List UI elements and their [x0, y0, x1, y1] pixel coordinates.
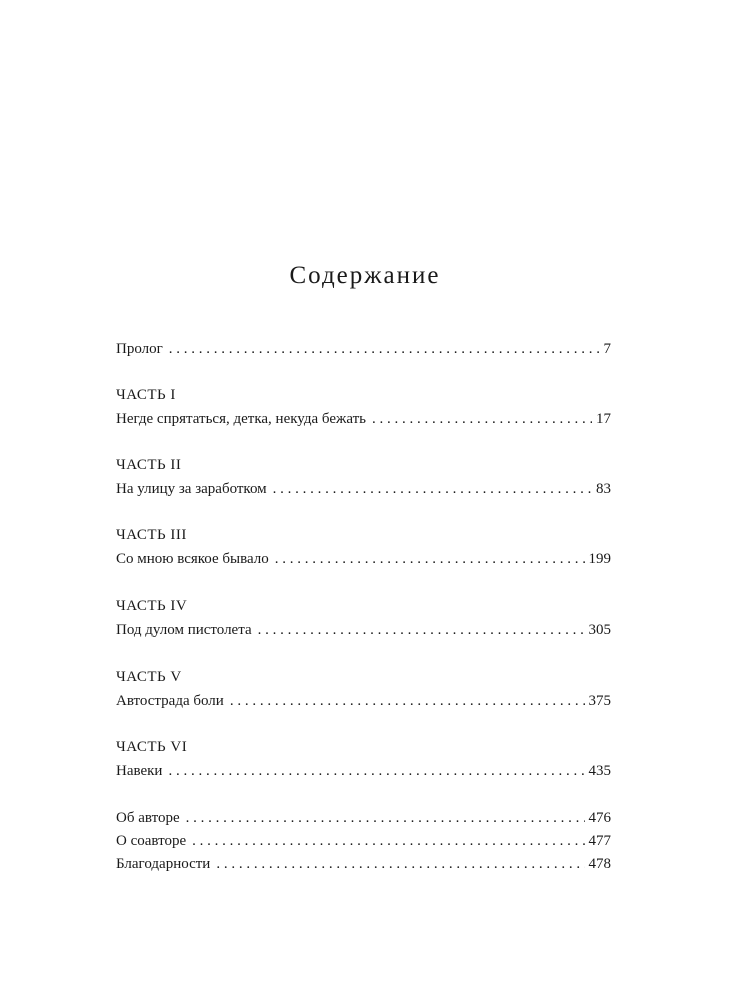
- entry-page: 17: [596, 411, 611, 427]
- toc-entry-part-4[interactable]: [116, 618, 611, 642]
- entry-label: Негде спрятаться, детка, некуда бежать: [116, 411, 367, 427]
- entry-label: Навеки: [116, 763, 163, 779]
- entry-label: Со мною всякое бывало: [116, 551, 269, 567]
- entry-label: На улицу за заработком: [116, 481, 267, 497]
- toc-entry-about-author[interactable]: [116, 806, 611, 830]
- entry-label: Под дулом пистолета: [116, 622, 252, 638]
- dot-leader: [258, 618, 585, 642]
- entry-page: 199: [588, 551, 611, 567]
- entry-page: 375: [588, 693, 611, 709]
- toc-entry-part-2[interactable]: [116, 477, 611, 501]
- toc-entry-prologue[interactable]: [116, 337, 611, 361]
- dot-leader: [186, 806, 585, 830]
- part-heading: ЧАСТЬ VI: [116, 739, 188, 755]
- dot-leader: [275, 547, 585, 571]
- entry-page: 477: [588, 833, 611, 849]
- entry-page: 478: [588, 856, 611, 872]
- toc-entry-acknowledgements[interactable]: [116, 852, 611, 876]
- page-title: Содержание: [289, 262, 441, 289]
- entry-page: 305: [588, 622, 611, 638]
- entry-label: Благодарности: [116, 856, 211, 872]
- entry-page: 7: [603, 341, 611, 357]
- part-heading: ЧАСТЬ III: [116, 527, 187, 543]
- dot-leader: [216, 852, 584, 876]
- entry-label: Пролог: [116, 341, 163, 357]
- toc-entry-part-6[interactable]: [116, 759, 611, 783]
- dot-leader: [230, 689, 585, 713]
- dot-leader: [273, 477, 592, 501]
- part-heading: ЧАСТЬ IV: [116, 598, 188, 614]
- entry-page: 435: [588, 763, 611, 779]
- toc-entry-part-3[interactable]: [116, 547, 611, 571]
- dot-leader: [372, 407, 592, 431]
- dot-leader: [169, 337, 600, 361]
- entry-label: Автострада боли: [116, 693, 224, 709]
- part-heading: ЧАСТЬ II: [116, 457, 182, 473]
- toc-entry-part-1[interactable]: [116, 407, 611, 431]
- toc-entry-part-5[interactable]: [116, 689, 611, 713]
- toc-entry-about-coauthor[interactable]: [116, 829, 611, 853]
- entry-label: О соавторе: [116, 833, 187, 849]
- entry-label: Об авторе: [116, 810, 180, 826]
- entry-page: 476: [588, 810, 611, 826]
- dot-leader: [168, 759, 584, 783]
- part-heading: ЧАСТЬ V: [116, 669, 182, 685]
- entry-page: 83: [596, 481, 611, 497]
- dot-leader: [192, 829, 584, 853]
- part-heading: ЧАСТЬ I: [116, 387, 176, 403]
